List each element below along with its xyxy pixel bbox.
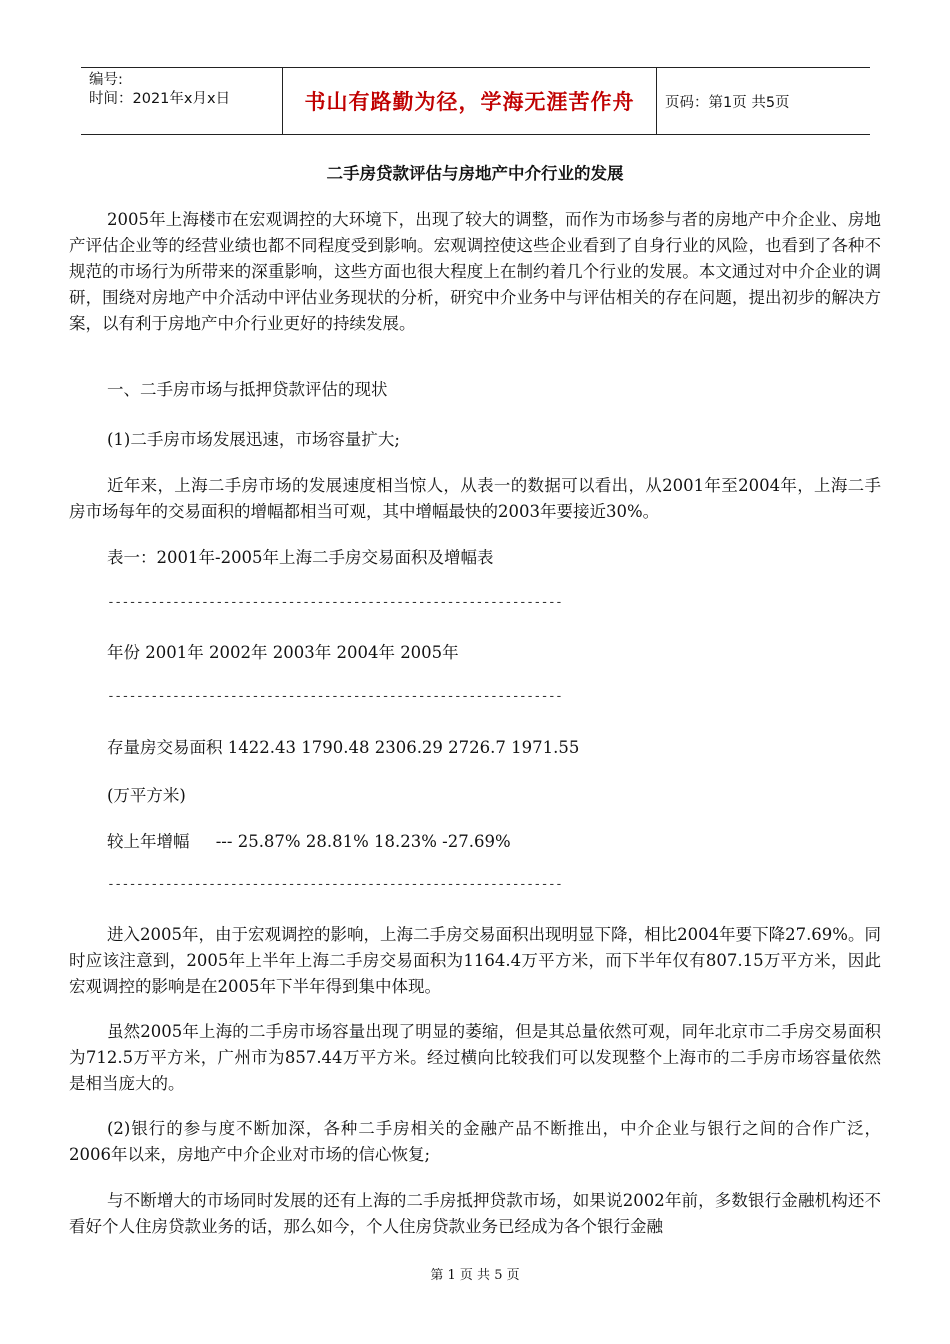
table-area-row: 存量房交易面积 1422.43 1790.48 2306.29 2726.7 1971.55	[107, 738, 580, 757]
table-header-row: 年份 2001年 2002年 2003年 2004年 2005年	[107, 643, 459, 662]
header-meta	[81, 68, 283, 134]
paragraph-2: 进入2005年，由于宏观调控的影响，上海二手房交易面积出现明显下降，相比2004年要下降27.69%。同时应该注意到，2005年上半年上海二手房交易面积为1164.4万平方米，而下半年仅有807.15万平方米，因此宏观调控的影响是在2005年下半年得到集中体现。	[69, 925, 881, 996]
table-separator: ---------------------------------------------------------------	[107, 595, 563, 610]
paragraph-4: (2)银行的参与度不断加深，各种二手房相关的金融产品不断推出，中介企业与银行之间的合作广泛，2006年以来，房地产中介企业对市场的信心恢复;	[69, 1119, 881, 1164]
header-page-info: 页码：第1页 共5页	[665, 94, 790, 111]
intro-paragraph: 2005年上海楼市在宏观调控的大环境下，出现了较大的调整，而作为市场参与者的房地产中介企业、房地产评估企业等的经营业绩也都不同程度受到影响。宏观调控使这些企业看到了自身行业的风险，也看到了各种不规范的市场行为所带来的深重影响，这些方面也很大程度上在制约着几个行业的发展。本文通过对中介企业的调研，围绕对房地产中介活动中评估业务现状的分析，研究中介业务中与评估相关的存在问题，提出初步的解决方案，以有利于房地产中介行业更好的持续发展。	[69, 210, 881, 333]
paragraph-5: 与不断增大的市场同时发展的还有上海的二手房抵押贷款市场，如果说2002年前，多数银行金融机构还不看好个人住房贷款业务的话，那么如今，个人住房贷款业务已经成为各个银行金融	[69, 1191, 881, 1236]
paragraph-1: 近年来，上海二手房市场的发展速度相当惊人，从表一的数据可以看出，从2001年至2004年，上海二手房市场每年的交易面积的增幅都相当可观，其中增幅最快的2003年要接近30%。	[69, 476, 881, 521]
table-separator: ---------------------------------------------------------------	[107, 877, 563, 892]
document-title: 二手房贷款评估与房地产中介行业的发展	[326, 164, 624, 183]
table-separator: ---------------------------------------------------------------	[107, 689, 563, 704]
header-motto: 书山有路勤为径，学海无涯苦作舟	[283, 68, 657, 134]
paragraph-3: 虽然2005年上海的二手房市场容量出现了明显的萎缩，但是其总量依然可观，同年北京市二手房交易面积为712.5万平方米，广州市为857.44万平方米。经过横向比较我们可以发现整个上海市的二手房市场容量依然是相当庞大的。	[69, 1022, 881, 1093]
number-label: 编号:	[89, 72, 123, 88]
time-label: 时间：2021年x月x日	[89, 91, 231, 107]
table-unit-row: (万平方米)	[107, 786, 186, 805]
page-footer: 第 1 页 共 5 页	[430, 1268, 520, 1283]
table-growth-row: 较上年增幅 --- 25.87% 28.81% 18.23% -27.69%	[107, 832, 511, 851]
table-caption: 表一：2001年-2005年上海二手房交易面积及增幅表	[107, 548, 494, 567]
section-heading-1: 一、二手房市场与抵押贷款评估的现状	[107, 380, 388, 399]
document-header	[81, 67, 870, 135]
subsection-1: (1)二手房市场发展迅速，市场容量扩大;	[107, 430, 400, 449]
